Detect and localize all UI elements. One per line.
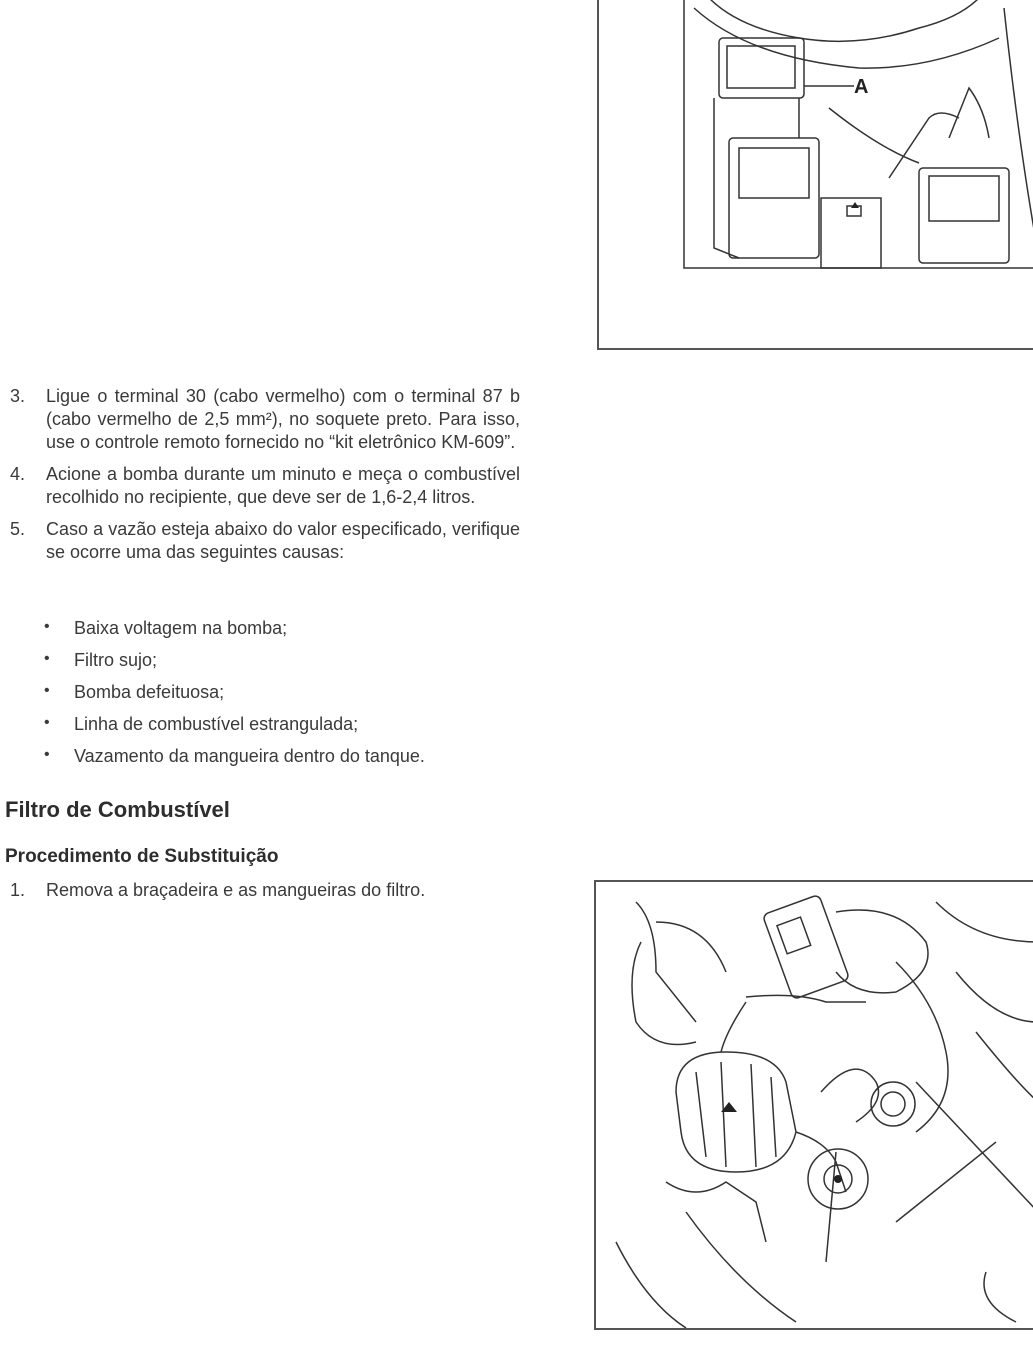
step-text: Ligue o terminal 30 (cabo vermelho) com o terminal 87 b (cabo vermelho de 2,5 mm²), no soquete preto. Para isso, use o controle remoto fornecido no “kit eletrônico KM-609”. [46,386,520,452]
cause-text: Bomba defeituosa; [74,682,225,702]
bullet-icon: • [44,650,50,667]
list-item [44,682,524,714]
list-item [10,518,520,564]
cause-text: Vazamento da mangueira dentro do tanque. [74,746,425,766]
fuel-filter-drawing [596,882,1033,1328]
bullet-icon: • [44,618,50,635]
causes-list [44,618,524,778]
bullet-icon: • [44,746,50,763]
list-item [44,714,524,746]
step-number: 3. [10,386,26,406]
subsection-title: Procedimento de Substituição [5,846,279,867]
step-text: Caso a vazão esteja abaixo do valor especificado, verifique se ocorre uma das seguintes causas: [46,519,520,562]
bullet-icon: • [44,714,50,731]
procedure-step [10,880,425,901]
step-text: Remova a braçadeira e as mangueiras do filtro. [46,880,426,900]
step-number: 5. [10,519,26,539]
cause-text: Baixa voltagem na bomba; [74,618,288,638]
relay-label: A [854,76,869,98]
relay-box-figure [597,0,1033,350]
cause-text: Filtro sujo; [74,650,158,670]
bullet-icon: • [44,682,50,699]
step-number: 1. [10,880,26,900]
list-item [10,385,520,454]
list-item [44,650,524,682]
section-title: Filtro de Combustível [5,797,230,822]
test-steps-list [10,385,520,573]
step-number: 4. [10,464,26,484]
list-item [10,463,520,509]
list-item [44,746,524,778]
fuel-filter-figure [594,880,1033,1330]
list-item [44,618,524,650]
step-text: Acione a bomba durante um minuto e meça o combustível recolhido no recipiente, que deve ser de 1,6-2,4 litros. [46,464,520,507]
cause-text: Linha de combustível estrangulada; [74,714,359,734]
relay-box-drawing [599,0,1033,348]
